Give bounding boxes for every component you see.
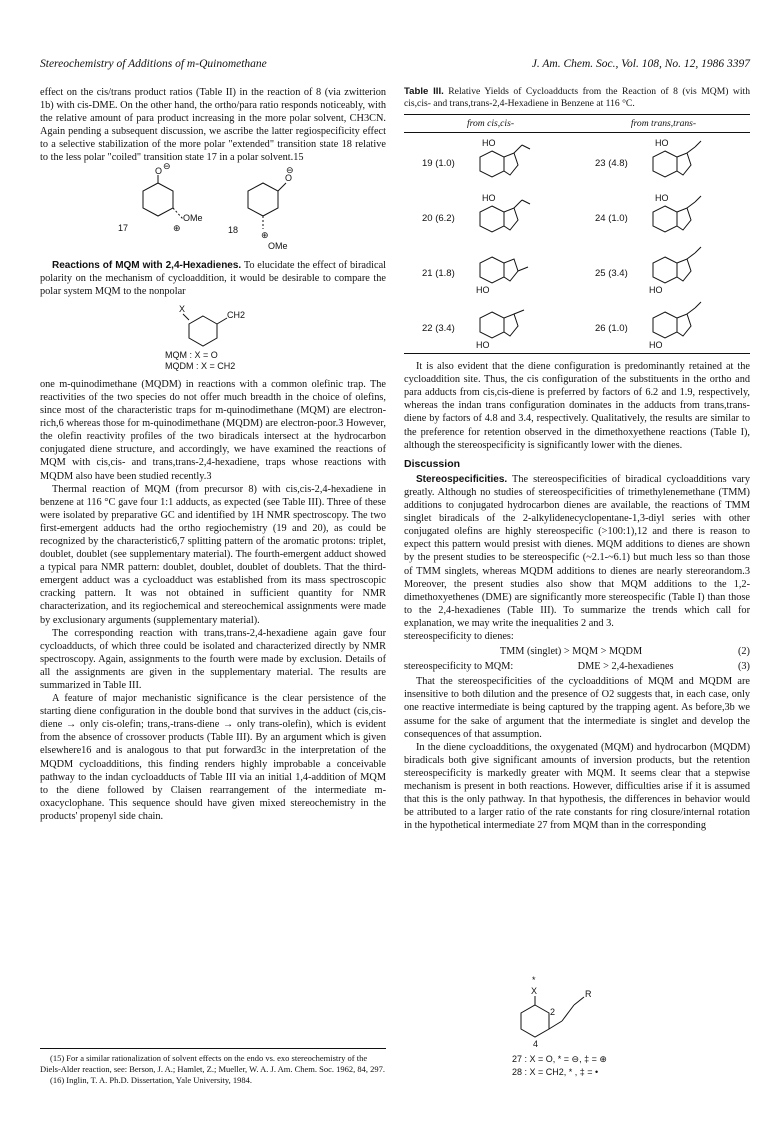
ho-label: HO	[649, 340, 663, 351]
structures-17-18	[40, 160, 386, 253]
ho-label: HO	[655, 138, 669, 149]
compound-27-definition: 27 : X = O, * = ⊖, ‡ = ⊕	[512, 1054, 607, 1064]
ho-label: HO	[649, 285, 663, 296]
table-cell	[404, 298, 577, 353]
compound-yield: 24 (1.0)	[595, 213, 628, 225]
compound-yield: 19 (1.0)	[422, 158, 455, 170]
header-citation: J. Am. Chem. Soc., Vol. 108, No. 12, 1986 3397	[531, 58, 750, 70]
oxygen-label: O	[155, 165, 163, 176]
equation-number: (3)	[737, 661, 750, 673]
table-caption-text: Relative Yields of Cycloadducts from the Reaction of 8 (vis MQM) with cis,cis- and trans,trans-2,4-Hexadiene in Benzene at 116 °C.	[404, 86, 750, 109]
compound-yield: 20 (6.2)	[422, 213, 455, 225]
r-label: R	[585, 989, 592, 999]
minus-charge: ⊖	[163, 160, 171, 171]
column-header: from trans,trans-	[630, 118, 697, 129]
table-cell	[577, 188, 750, 243]
table-caption	[404, 86, 750, 110]
paragraph-text: To elucidate the effect of biradical polarity on the mechanism of cycloaddition, it would be desirable to compare the polar system MQM to the nonpolar	[40, 259, 387, 297]
equation-number: (2)	[737, 646, 750, 658]
table-label: Table III.	[404, 86, 444, 97]
compound-yield: 26 (1.0)	[595, 323, 628, 335]
position-label: 4	[533, 1039, 539, 1049]
footnote: (16) Inglin, T. A. Ph.D. Dissertation, Yale University, 1984.	[50, 1075, 252, 1085]
ho-label: HO	[655, 193, 669, 204]
plus-charge: ⊕	[261, 229, 269, 240]
methoxy-label: OMe	[268, 240, 288, 251]
table-iii	[404, 114, 750, 354]
ho-label: HO	[482, 138, 496, 149]
paragraph: In the diene cycloadditions, the oxygenated (MQM) and hydrocarbon (MQDM) biradicals both give significant amounts of inversion products, but the retention stereospecificity is markedly greater with MQM. It seems clear that a stepwise mechanism is present in both reactions. However, difficulties arise if it is assumed that this is the only pathway. In that hypothesis, the differences in behavior would be attributed to a larger ratio of the rate constants for ring closure/internal rotation in the hypothetical intermediate 27 from MQM than in the corresponding	[404, 741, 750, 832]
compound-28-definition: 28 : X = CH2, * , ‡ = •	[512, 1067, 599, 1077]
ho-label: HO	[476, 285, 490, 296]
compound-yield: 21 (1.8)	[422, 268, 455, 280]
table-header	[404, 115, 750, 133]
equation-label: stereospecificity to MQM:	[404, 661, 514, 673]
paragraph: The corresponding reaction with trans,trans-2,4-hexadiene again gave four cycloadducts, of which three could be isolated and characterized directly by NMR spectroscopy. Again, assignments to the fourth were made by exclusion. Details of all the assignments are given in the supplementary material. The results are summarized in Table III.	[40, 627, 386, 691]
benzene-ring	[521, 1005, 549, 1037]
benzene-ring	[143, 183, 173, 216]
x-label: X	[179, 303, 186, 314]
equation-text: DME > 2,4-hexadienes	[577, 661, 674, 673]
compound-yield: 25 (3.4)	[595, 268, 628, 280]
paragraph: It is also evident that the diene configuration is predominantly retained at the cycloaddition site. Thus, the cis configuration of the substituents in the ortho and para adducts from cis,cis-diene is preferred by factors of 6.2 and 1.9, respectively, whereas the indan trans configuration dominates in the adducts from trans,trans-diene by factors of 4.8 and 3.4, respectively. Qualitatively, the results are similar to the preference for retention observed in the dimethoxyethene reactions (Table I), although the stereospecificity is significantly lower with the dienes.	[404, 361, 750, 451]
table-cell	[404, 188, 577, 243]
footnote: (15) For a similar rationalization of solvent effects on the endo vs. exo stereochemistry of the Diels-Alder reaction, see: Berson, J. A.; Hamlet, Z.; Mueller, W. A. J. Am. Chem. Soc. 1962, 84, 297.	[40, 1053, 386, 1074]
table-body	[404, 133, 750, 353]
ho-label: HO	[476, 340, 490, 351]
table-cell	[577, 243, 750, 298]
equation-label: stereospecificity to dienes:	[404, 630, 514, 642]
table-column	[404, 133, 577, 353]
mqm-definition: MQM : X = O	[165, 349, 218, 360]
running-header	[40, 58, 750, 74]
ho-label: HO	[482, 193, 496, 204]
structure-27-28	[404, 975, 750, 1085]
paragraph-text: The stereospecificities of biradical cycloadditions vary greatly. Although no studies of stereospecificities of trimethylenemethane (TMM) additions to conjugated hydrocarbon dienes are available, the reactions of TMM singlet biradicals of the 2-alkylidenecyclopentane-1,3-diyl series with other conjugated olefins are highly stereospecific (>100:1),12 and there is reason to expect this pattern would presist with dienes. MQM additions to dienes are shown by the present studies to be stereospecific (~2.1-~6.1) but much less so than those of TMM singlets, whereas MQDM additions to dienes are nearly stereorandom.3 Moreover, the present studies also show that MQM additions to the 1,2-dimethoxyethenes (DME) are significantly more stereospecific (Table I) than those to the 2,4-hexadienes (Table III). To summarize the trends which call for explanation, we may write the inequalities 2 and 3.	[404, 473, 751, 629]
position-label: 2	[550, 1007, 556, 1017]
mqdm-definition: MQDM : X = CH2	[165, 360, 236, 371]
plus-charge: ⊕	[173, 222, 181, 233]
run-in-heading: Stereospecificities.	[416, 473, 508, 485]
minus-charge: ⊖	[286, 164, 294, 175]
run-in-heading: Reactions of MQM with 2,4-Hexadienes.	[52, 259, 242, 271]
table-cell	[577, 298, 750, 353]
section-heading: Discussion	[404, 457, 461, 470]
header-title: Stereochemistry of Additions of m-Quinomethane	[40, 58, 267, 70]
equation-text: TMM (singlet) > MQM > MQDM	[499, 646, 643, 658]
star-label: *	[532, 975, 536, 985]
paragraph: A feature of major mechanistic significance is the clear persistence of the starting diene configuration in the double bond that survives in the adduct (cis,cis-diene → only cis-olefin; trans,-trans-diene → only trans-olefin), which is evident from the absence of crossover products (Table III). By an argument which is given elsewhere16 and is analogous to that put forward3c in the interpretation of the MQDM cycloadditions, this finding renders highly improbable a conceivable pathway to the indan cycloadducts of Table III via an initial 1,4-addition of MQM to the diene followed by Claisen rearrangement of the intermediate m-oxacyclophane. This sequence should have given mixed stereochemistry in the products' propenyl side chain.	[40, 693, 386, 822]
ch2-label: CH2	[227, 309, 246, 320]
left-column	[40, 86, 386, 823]
paragraph: Thermal reaction of MQM (from precursor 8) with cis,cis-2,4-hexadiene in benzene at 116 °C gave four 1:1 adducts, as expected (see Table III). Three of these were isolated by preparative GC and identified by 1H NMR spectroscopy. The two first-emergent adducts had the ortho regiochemistry (19 and 20), as could be recognized by the characteristic6,7 splitting pattern of the aromatic protons: triplet, doublet, doublet (see supplementary material). The fourth-emergent adduct showed a typical para NMR pattern: doublet, doublet, doublet of doublets. That the third-emergent adduct was a cycloadduct was established from its mass spectroscopic cracking pattern. It was not obtained in sufficient quantity for NMR characterization, and its regiochemical and stereochemical assignments were made by exclusionary arguments (supplementary material).	[40, 483, 386, 626]
paragraph: one m-quinodimethane (MQDM) in reactions with a common olefinic trap. The reactivities of the two species do not offer much breadth in the choice of olefins, since most of the characteristic traps for m-quinodimethane (MQM) are electron-rich,6 whereas those for m-quinodimethane (MQDM) are electron-poor.3 However, the olefin reactivity profiles of the two biradicals intersect at the hydrocarbon conjugated diene structure, and accordingly, we have examined the reactions of MQM with cis,cis- and trans,trans-2,4-hexadiene, traps whose reactions with MQDM also have been studied recently.3	[40, 378, 386, 482]
x-label: X	[531, 986, 538, 996]
right-column	[404, 86, 750, 832]
footnotes	[40, 1048, 386, 1087]
table-cell	[404, 133, 577, 188]
column-header: from cis,cis-	[466, 118, 515, 129]
table-cell	[404, 243, 577, 298]
benzene-ring	[248, 183, 278, 216]
paragraph	[404, 473, 750, 630]
methoxy-label: OMe	[183, 212, 203, 223]
table-column	[577, 133, 750, 353]
compound-number: 17	[118, 222, 129, 233]
compound-number: 18	[228, 224, 239, 235]
compound-yield: 23 (4.8)	[595, 158, 628, 170]
paragraph	[40, 259, 386, 298]
oxygen-label: O	[285, 172, 293, 183]
benzene-ring	[189, 316, 217, 346]
equation-2	[404, 630, 750, 658]
paragraph: effect on the cis/trans product ratios (Table II) in the reaction of 8 (via zwitterion 1b) with cis-DME. On the other hand, the ortho/para ratio responds noticeably, with the relative amount of para product increasing in the more polar solvent, CH3CN. Again pending a subsequent discussion, we ascribe the latter regiospecificity effect to a selective stabilization of the more polar "extended" transition state 18 relative to the less polar "coiled" transition state 17 in a polar solvent.15	[40, 87, 386, 164]
table-cell	[577, 133, 750, 188]
compound-yield: 22 (3.4)	[422, 323, 455, 335]
equation-3	[404, 660, 750, 673]
paragraph: That the stereospecificities of the cycloadditions of MQM and MQDM are insensitive to both dilution and the presence of O2 suggests that, in each case, only one reactive intermediate is being captured by the trapping agent. As before,3b we assume for the sake of argument that the intermediate is singlet and develop the consequences of that assumption.	[404, 676, 750, 740]
structure-mqm-mqdm	[40, 304, 386, 372]
